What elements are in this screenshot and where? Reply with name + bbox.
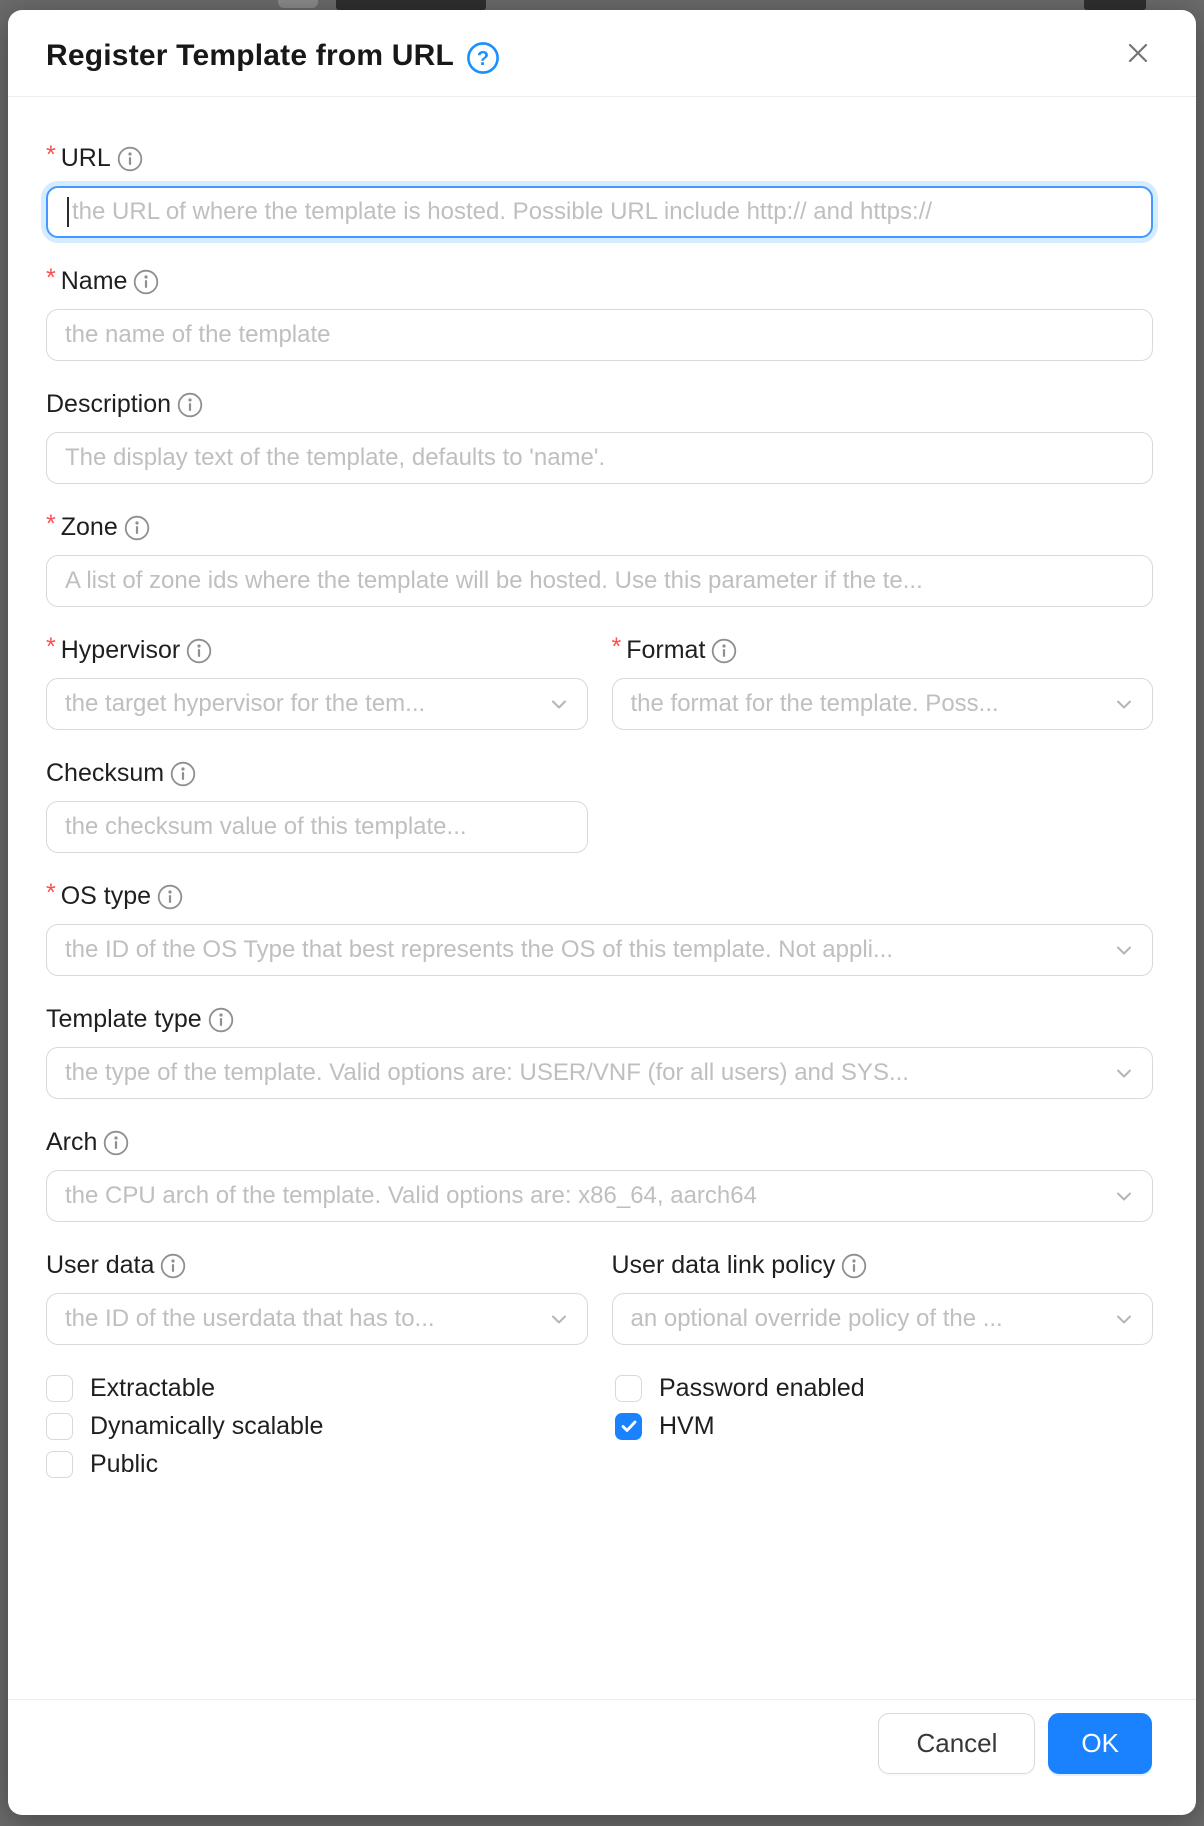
field-format-label-row [611,632,1154,665]
checkbox-box[interactable] [46,1413,73,1440]
field-templatetype-label-row [46,1004,1153,1034]
info-icon[interactable] [177,392,203,418]
field-url-label: URL [60,143,111,172]
info-icon[interactable] [133,269,159,295]
checkbox-label: HVM [659,1411,715,1440]
field-ostype-label-row [46,878,1153,911]
field-ostype [46,878,1153,976]
checksum-input[interactable] [46,801,588,853]
row-hypervisor-format [46,632,1153,730]
ok-button[interactable]: OK [1048,1713,1152,1774]
checkbox-group [46,1373,1153,1487]
checkbox-public[interactable] [46,1449,615,1479]
url-input-wrap [46,186,1153,238]
checkbox-label: Password enabled [659,1373,865,1402]
close-icon[interactable] [1116,31,1160,75]
modal-title: Register Template from URL [46,39,455,72]
modal-footer [8,1699,1196,1815]
info-icon[interactable] [160,1253,186,1279]
checkbox-box-checked[interactable] [615,1413,642,1440]
modal-body [8,97,1196,1699]
field-zone-label: Zone [60,512,118,541]
hypervisor-select-placeholder: the target hypervisor for the tem... [65,690,426,717]
info-icon[interactable] [170,761,196,787]
required-asterisk: * [611,632,622,661]
text-caret [67,197,69,227]
name-input[interactable] [46,309,1153,361]
required-asterisk: * [46,878,56,907]
field-format [611,632,1154,730]
field-templatetype-label: Template type [46,1004,202,1033]
hypervisor-select[interactable] [46,678,588,730]
required-asterisk: * [46,140,56,169]
templatetype-select[interactable] [46,1047,1153,1099]
field-name [46,263,1153,361]
field-name-label-row [46,263,1153,296]
checkbox-extractable[interactable] [46,1373,615,1403]
required-asterisk: * [46,632,56,661]
chevron-down-icon [1112,1061,1136,1085]
field-description-label: Description [46,389,172,418]
field-zone [46,509,1153,607]
question-circle-icon[interactable] [466,41,500,75]
field-url [46,140,1153,238]
format-select[interactable] [612,678,1154,730]
ostype-select-placeholder: the ID of the OS Type that best represents the OS of this template. Not appli... [65,936,893,963]
checkbox-box[interactable] [46,1451,73,1478]
ostype-select[interactable] [46,924,1153,976]
required-asterisk: * [46,509,56,538]
modal-header [8,10,1196,97]
cancel-button[interactable]: Cancel [878,1713,1035,1774]
info-icon[interactable] [841,1253,867,1279]
field-name-label: Name [60,266,128,295]
check-icon [619,1416,639,1436]
info-icon[interactable] [103,1130,129,1156]
url-input[interactable] [46,186,1153,238]
checkbox-label: Public [90,1449,159,1478]
checkbox-dynamically-scalable[interactable] [46,1411,615,1441]
arch-select[interactable] [46,1170,1153,1222]
field-description [46,389,1153,484]
field-checksum-label: Checksum [46,758,165,787]
field-templatetype [46,1004,1153,1099]
chevron-down-icon [1112,1307,1136,1331]
svg-text:?: ? [476,48,490,70]
info-icon[interactable] [124,515,150,541]
required-asterisk: * [46,263,56,292]
row-checksum [46,758,1153,853]
field-hypervisor-label-row [46,632,588,665]
register-template-modal [8,10,1196,1815]
description-input[interactable] [46,432,1153,484]
checkbox-box[interactable] [615,1375,642,1402]
field-checksum [46,758,588,853]
format-select-placeholder: the format for the template. Poss... [630,690,999,717]
info-icon[interactable] [186,638,212,664]
checkbox-box[interactable] [46,1375,73,1402]
field-arch-label-row [46,1127,1153,1157]
templatetype-select-placeholder: the type of the template. Valid options are: USER/VNF (for all users) and SYS... [65,1059,909,1086]
field-hypervisor-label: Hypervisor [60,635,181,664]
checkbox-label: Extractable [90,1373,216,1402]
checkbox-password-enabled[interactable] [615,1373,1153,1403]
chevron-down-icon [1112,938,1136,962]
field-zone-label-row [46,509,1153,542]
field-userdata-label-row [46,1250,588,1280]
arch-select-placeholder: the CPU arch of the template. Valid options are: x86_64, aarch64 [65,1182,757,1209]
info-icon[interactable] [711,638,737,664]
checkbox-hvm[interactable] [615,1411,1153,1441]
field-userdatapolicy-label-row [612,1250,1154,1280]
info-icon[interactable] [208,1007,234,1033]
userdatapolicy-select-placeholder: an optional override policy of the ... [630,1305,1003,1332]
field-ostype-label: OS type [60,881,152,910]
field-checksum-label-row [46,758,588,788]
field-url-label-row [46,140,1153,173]
field-format-label: Format [626,635,706,664]
field-hypervisor [46,632,588,730]
field-userdatapolicy [612,1250,1154,1345]
backdrop-fragment [1084,0,1146,10]
field-userdata-label: User data [46,1250,155,1279]
row-userdata [46,1250,1153,1345]
chevron-down-icon [1112,1184,1136,1208]
userdata-select[interactable] [46,1293,588,1345]
chevron-down-icon [1112,692,1136,716]
zone-multiselect[interactable] [46,555,1153,607]
userdata-select-placeholder: the ID of the userdata that has to... [65,1305,435,1332]
field-arch [46,1127,1153,1222]
checkbox-column-right [615,1373,1153,1487]
userdatapolicy-select[interactable] [612,1293,1154,1345]
backdrop-fragment [278,0,318,8]
field-arch-label: Arch [46,1127,98,1156]
field-userdatapolicy-label: User data link policy [611,1250,836,1279]
field-description-label-row [46,389,1153,419]
chevron-down-icon [547,1307,571,1331]
backdrop-fragment [336,0,486,10]
field-userdata [46,1250,588,1345]
info-icon[interactable] [117,146,143,172]
checkbox-column-left [46,1373,615,1487]
checkbox-label: Dynamically scalable [90,1411,324,1440]
info-icon[interactable] [157,884,183,910]
chevron-down-icon [547,692,571,716]
